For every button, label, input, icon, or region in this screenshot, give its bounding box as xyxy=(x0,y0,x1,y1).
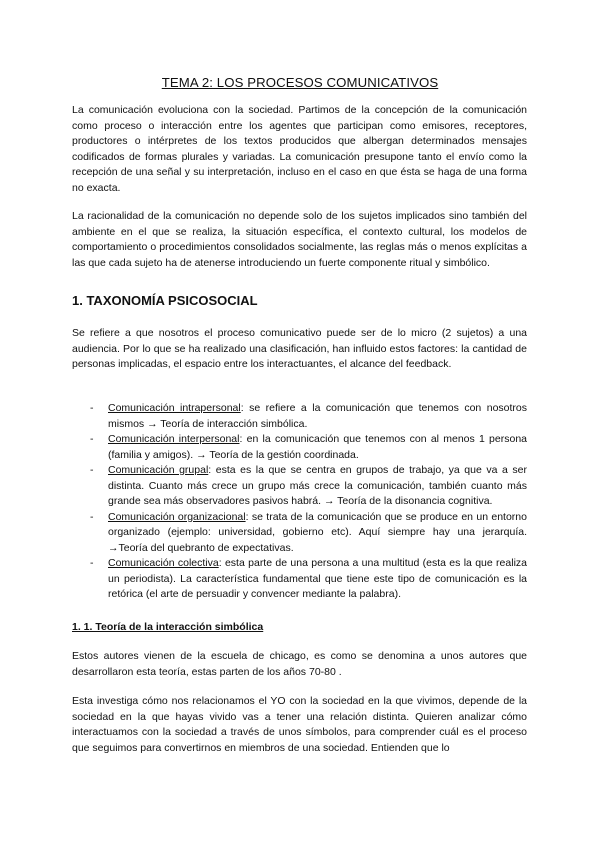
subsection-heading-interaccion-simbolica: 1. 1. Teoría de la interacción simbólica xyxy=(72,621,264,633)
list-dash: - xyxy=(90,557,94,569)
list-term: Comunicación interpersonal xyxy=(108,433,240,445)
list-term: Comunicación colectiva xyxy=(108,557,219,569)
intro-paragraph-2: La racionalidad de la comunicación no depende solo de los sujetos implicados sino también del ambiente en el que se realiza, la situación específica, el contexto cultural, los modelos de comportamiento o procedimientos consolidados socialmente, las reglas más o menos explícitas a las que cada sujeto ha de atenerse introduciendo un fuerte componente ritual y simbólico. xyxy=(72,210,527,269)
list-dash: - xyxy=(90,464,94,476)
list-item xyxy=(72,463,527,510)
list-item xyxy=(72,510,527,557)
communication-types-list xyxy=(72,401,527,603)
list-text: : esta es la que se centra en grupos de trabajo, ya que va a ser distinta. Cuanto más crece un grupo más crece la comunicación, también cuanto más grande sea más observadores pasivos habrá. → Teoría de la disonancia cognitiva. xyxy=(108,464,528,507)
list-dash: - xyxy=(90,402,94,414)
list-term: Comunicación intrapersonal xyxy=(108,402,241,414)
list-text: : se refiere a la comunicación que tenemos con nosotros mismos → Teoría de interacción simbólica. xyxy=(108,402,527,430)
list-text: : en la comunicación que tenemos con al menos 1 persona (familia y amigos). → Teoría de la gestión coordinada. xyxy=(108,433,527,461)
list-item xyxy=(72,432,527,463)
list-term: Comunicación grupal xyxy=(108,464,209,476)
list-term: Comunicación organizacional xyxy=(108,510,246,523)
section-heading-taxonomia: 1. TAXONOMÍA PSICOSOCIAL xyxy=(72,293,258,308)
section-paragraph-taxonomia: Se refiere a que nosotros el proceso comunicativo puede ser de lo micro (2 sujetos) a una audiencia. Por lo que se ha realizado una clasificación, han influido estos factores: la cantidad de personas implicadas, el espacio entre los interactuantes, el alcance del feedback. xyxy=(72,327,527,370)
list-dash: - xyxy=(90,433,94,445)
list-dash: - xyxy=(90,510,94,523)
subsection-paragraph-2: Esta investiga cómo nos relacionamos el YO con la sociedad en la que vivimos, depende de la sociedad en la que hayas vivido vas a tener una relación distinta. Quieren analizar cómo interactuamos con la sociedad a través de unos símbolos, para comprender cuál es el proceso que seguimos para convertirnos en miembros de una sociedad. Entienden que lo xyxy=(72,695,527,754)
list-text: : se trata de la comunicación que se produce en un entorno organizado (ejemplo: universidad, gobierno etc). Aquí siempre hay una jerarquía. →Teoría del quebranto de expectativas. xyxy=(108,510,527,554)
document-title: TEMA 2: LOS PROCESOS COMUNICATIVOS xyxy=(161,75,439,90)
intro-paragraph-1: La comunicación evoluciona con la sociedad. Partimos de la concepción de la comunicación como proceso o interacción entre los agentes que participan como emisores, receptores, productores o intérpretes de los textos producidos que albergan determinados mensajes codificados de formas plurales y variadas. La comunicación presupone tanto el envío como la recepción de una señal y su interpretación, incluso en el caso en que ésta se haga de una forma no exacta. xyxy=(72,104,527,194)
list-item xyxy=(72,556,527,603)
list-item xyxy=(72,401,527,432)
subsection-paragraph-1: Estos autores vienen de la escuela de chicago, es como se denomina a unos autores que desarrollaron esta teoría, estas parten de los años 70-80 . xyxy=(72,650,527,678)
list-text: : esta parte de una persona a una multitud (esta es la que realiza un periodista). La característica fundamental que tiene este tipo de comunicación es la retórica (el arte de persuadir y convencer mediante la palabra). xyxy=(108,557,527,600)
